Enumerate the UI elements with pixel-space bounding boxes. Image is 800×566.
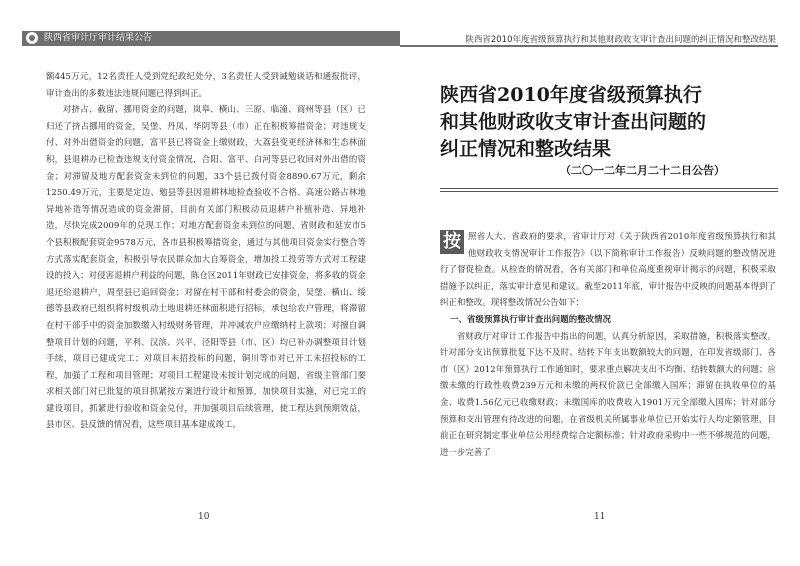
- section-body: 省财政厅对审计工作报告中指出的问题，认真分析原因，采取措施，积极落实整改。针对部分支出预算批复下达不及时、结转下年支出数额较大的问题，在印发省级部门、各市（区）2012年预算执行工作通知时，要求重点解决支出不均衡、结转数额大的问题；应缴未缴的行政性收费239万元和未缴的两权价款已全部缴入国库；滞留在执收单位的基金、收费1.56亿元已收缴财政；未缴国库的收费收入1901万元全部缴入国库；针对部分预算和支出管理有待改进的问题，在省级机关所属事业单位已开始实行人均定额管理，目前正在研究制定事业单位公用经费综合定额标准；针对政府采购中一些不够规范的问题，进一步完善了: [440, 330, 776, 457]
- dropcap: 按: [440, 230, 464, 254]
- intro-text: 照省人大、省政府的要求，省审计厅对《关于陕西省2010年度省级预算执行和其他财政收支情况审计工作报告》（以下简称审计工作报告）反映问题的整改情况进行了督促检查。从检查的情况看，各有关部门和单位高度重视审计揭示的问题，积极采取措施予以纠正，落实审计意见和建议。截至2011年底，审计报告中反映的问题基本得到了纠正和整改。现将整改情况公告如下：: [440, 231, 776, 308]
- title-line-1: 陕西省2010年度省级预算执行: [440, 84, 702, 106]
- title-rule-bottom: [440, 191, 778, 192]
- left-paragraph-2: 对挤占、截留、挪用资金的问题，岚皋、横山、三原、临潼、商州等县（区）已归还了挤占挪用的资金，吴堡、丹凤、华阴等县（市）正在积极筹措资金；对违规支付、对外出借资金的问题，富平县已将资金上缴财政，大荔县变更经济林和生态林面积，县退耕办已检查违规支付资金情况，合阳、富平、白河等县已收回对外出借的资金；对滞留及地方配套资金未到位的问题，33个县已拨付资金8890.67万元，剩余1250.49万元，主要是定边、勉县等县因退耕林地检查验收不合格、高速公路占林地异地补造等情况造成的资金滞留，目前有关部门积极动员退耕户补植补造、异地补造，尽快完成2009年的兑现工作；对地方配套资金未到位的问题，省财政和延安市5个县积极配套资金9578万元，各市县积极筹措资金，通过与其他项目资金实行整合等方式落实配套资金，积极引导农民群众加大自筹资金，增加投工投劳等方式对工程建设的投入；对侵害退耕户利益的问题，陈仓区2011年财政已安排资金，将多收的资金退还给退耕户，周至县已追回资金；对留在村干部和村委会的资金，吴堡、横山、绥德等县政府已组织将村级机动土地退耕还林面积进行招标，承包给农户管理，将滞留在村干部手中的资金加数缴入村级财务管理，并冲减农户应缴纳村上款项；对擅自调整项目计划的问题，平利、汉滨、兴平、泾阳等县（市、区）均已补办调整项目计划手续，项目已建成完工；对项目未招投标的问题，铜川等市对已开工未招投标的工程，加强了工程和项目管理；对项目工程建设未按计划完成的问题，省级主管部门要求相关部门对已批复的项目抓紧按方案进行设计和预算，加快项目实施，对已完工的建设项目，抓紧进行验收和资金兑付，并加强项目后续管理，使工程达到预期效益，县市区、县反馈的情况看，这些项目基本建成竣工。: [46, 104, 366, 430]
- right-header-title: 陕西省2010年度省级预算执行和其他财政收支审计查出问题的纠正情况和整改结果: [465, 35, 776, 45]
- title-line-3: 纠正情况和整改结果: [440, 138, 612, 160]
- intro-paragraph: [440, 228, 776, 311]
- right-page-number: 11: [594, 512, 606, 522]
- title-rule-top: [440, 188, 778, 189]
- left-header-title: 陕西省审计厅审计结果公告: [44, 33, 153, 43]
- right-header-rule: [400, 45, 778, 47]
- left-header-bar: [22, 31, 400, 46]
- audit-logo-icon: [26, 32, 38, 44]
- right-page-body: [440, 228, 776, 460]
- report-title: [440, 82, 760, 163]
- publication-date: （二〇一二年二月二十二日公告）: [560, 164, 725, 177]
- title-line-2: 和其他财政收支审计查出问题的: [440, 111, 707, 133]
- left-paragraph-1: 额445万元，12名责任人受到党纪政纪处分，3名责任人受到诫勉谈话和通报批评，审计查出的多数违法违规问题已得到纠正。: [46, 71, 366, 98]
- section-heading: 一、省级预算执行审计查出问题的整改情况: [450, 313, 612, 324]
- left-page-body: [46, 68, 366, 433]
- left-page-number: 10: [198, 512, 210, 522]
